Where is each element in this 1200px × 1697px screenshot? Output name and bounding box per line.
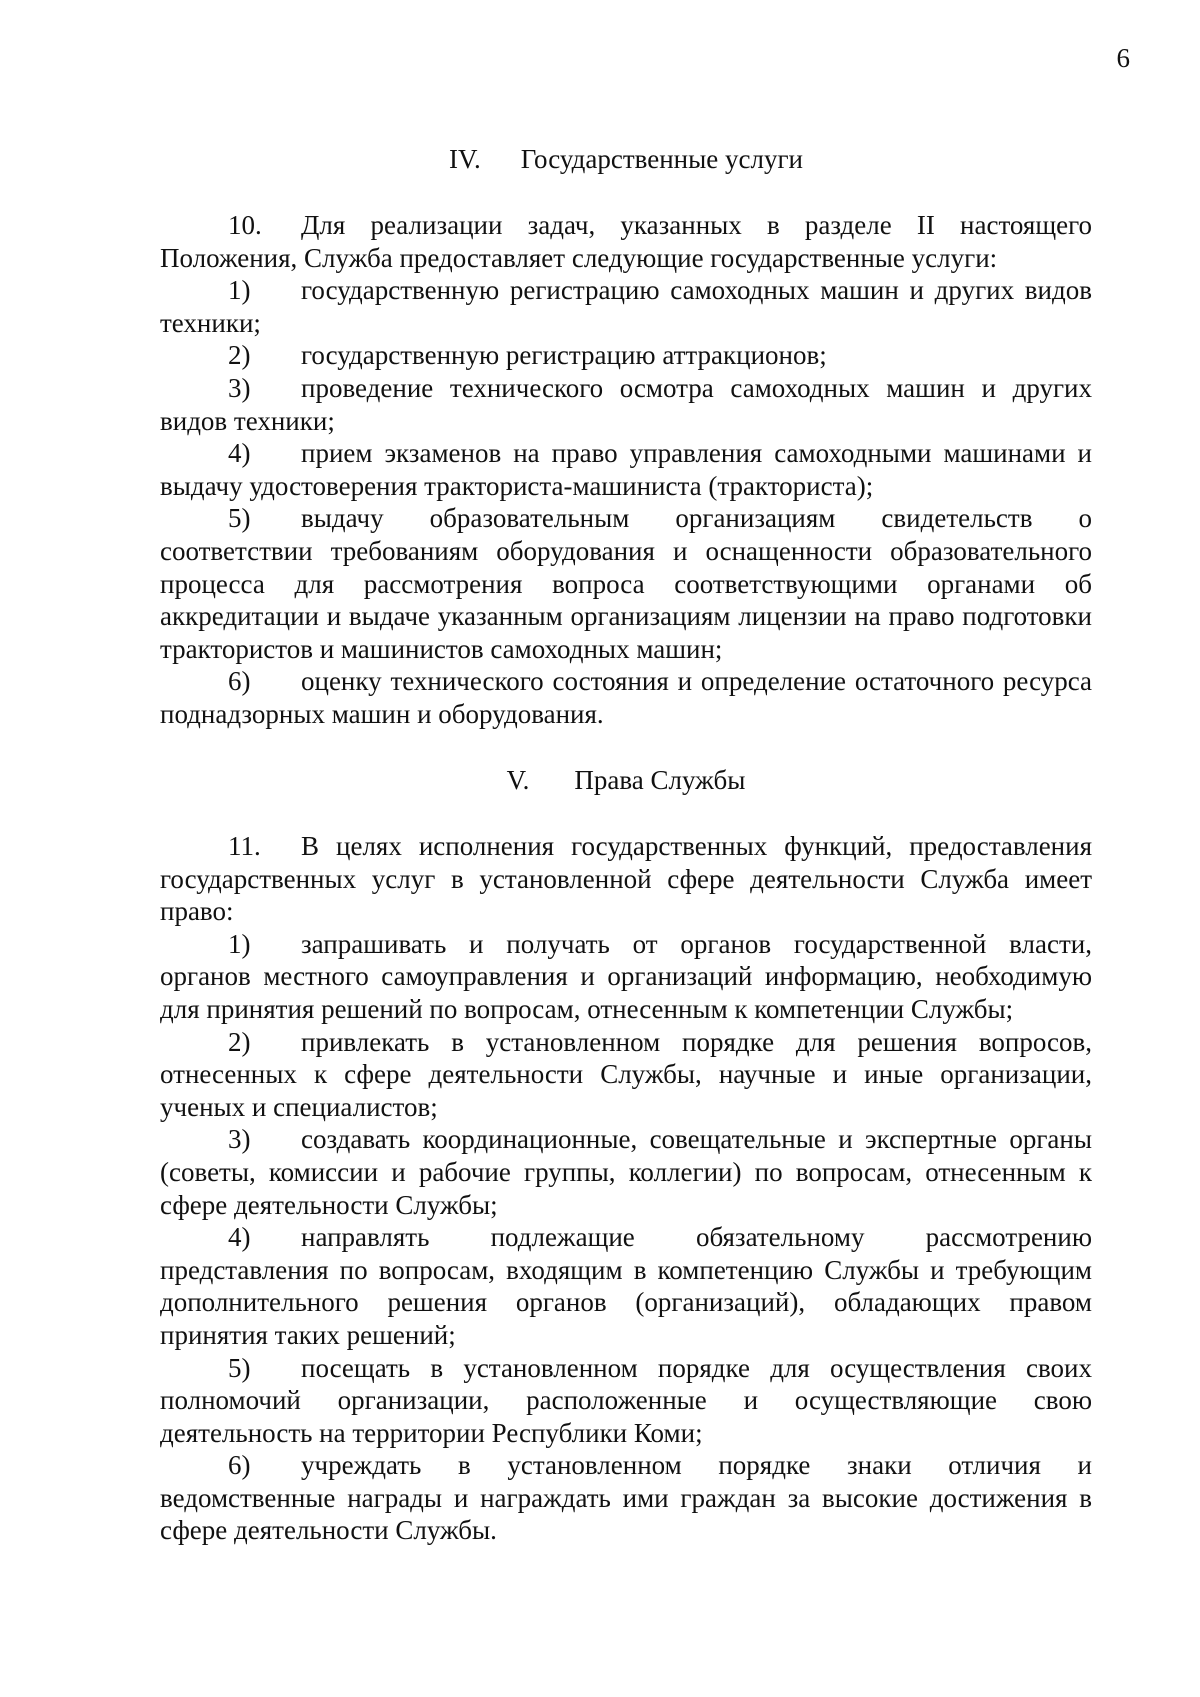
item-number: 10.	[228, 210, 262, 240]
item-text: прием экзаменов на право управления самоходными машинами и выдачу удостоверения тракториста-машиниста (тракториста);	[160, 438, 1092, 501]
section-v	[160, 764, 1092, 1547]
item-text: государственную регистрацию аттракционов;	[301, 340, 827, 371]
list-item	[160, 437, 1092, 502]
item-number: 3)	[228, 1124, 251, 1155]
list-item	[160, 1221, 1092, 1351]
item-number: 2)	[228, 1026, 251, 1057]
item-text: проведение технического осмотра самоходных машин и других видов техники;	[160, 372, 1092, 436]
item-text: выдачу образовательным организациям свидетельств о соответствии требованиям оборудования и оснащенности образовательного процесса для рассмотрения вопроса соответствующими органами об аккредитации и выдаче указанным организациям лицензии на право подготовки трактористов и машинистов самоходных машин;	[160, 503, 1092, 664]
item-text: запрашивать и получать от органов государственной власти, органов местного самоуправления и организаций информацию, необходимую для принятия решений по вопросам, отнесенным к компетенции Службы;	[160, 928, 1092, 1024]
section-heading	[160, 143, 1092, 175]
item-number: 5)	[228, 503, 251, 534]
item-text: государственную регистрацию самоходных машин и других видов техники;	[160, 275, 1092, 338]
item-text: посещать в установленном порядке для осуществления своих полномочий организации, расположенные и осуществляющие свою деятельность на территории Республики Коми;	[160, 1352, 1092, 1448]
list-item	[160, 372, 1092, 437]
item-number: 2)	[228, 340, 251, 371]
section-numeral: V.	[506, 765, 530, 795]
item-text: создавать координационные, совещательные и экспертные органы (советы, комиссии и рабочие группы, коллегии) по вопросам, отнесенным к сфере деятельности Службы;	[160, 1124, 1092, 1220]
item-number: 5)	[228, 1352, 251, 1383]
list-item	[160, 1123, 1092, 1221]
section-heading	[160, 764, 1092, 796]
item-number: 4)	[228, 1222, 251, 1253]
section-title: Государственные услуги	[520, 144, 803, 174]
list-item	[160, 339, 1092, 372]
item-text: направлять подлежащие обязательному рассмотрению представления по вопросам, входящим в компетенцию Службы и требующим дополнительного решения органов (организаций), обладающих правом принятия таких решений;	[160, 1222, 1092, 1350]
item-number: 3)	[228, 372, 251, 403]
page-number: 6	[1116, 43, 1130, 73]
list-item	[160, 1449, 1092, 1547]
item-text: учреждать в установленном порядке знаки отличия и ведомственные награды и награждать ими граждан за высокие достижения в сфере деятельности Службы.	[160, 1450, 1092, 1546]
item-number: 11.	[228, 831, 261, 861]
list-item	[160, 1026, 1092, 1124]
item-number: 1)	[228, 928, 251, 959]
list-item	[160, 928, 1092, 1026]
section-numeral: IV.	[449, 144, 481, 174]
item-number: 6)	[228, 666, 251, 697]
item-text: привлекать в установленном порядке для решения вопросов, отнесенных к сфере деятельности Службы, научные и иные организации, ученых и специалистов;	[160, 1026, 1092, 1122]
item-number: 6)	[228, 1450, 251, 1481]
item-text: оценку технического состояния и определение остаточного ресурса поднадзорных машин и оборудования.	[160, 666, 1092, 729]
paragraph-11	[160, 830, 1092, 928]
paragraph-text: В целях исполнения государственных функций, предоставления государственных услуг в установленной сфере деятельности Служба имеет право:	[160, 831, 1092, 927]
section-iv	[160, 143, 1092, 731]
item-number: 4)	[228, 438, 251, 469]
list-item	[160, 502, 1092, 665]
item-number: 1)	[228, 275, 251, 306]
list-item	[160, 274, 1092, 339]
list-item	[160, 1352, 1092, 1450]
section-title: Права Службы	[574, 765, 746, 795]
paragraph-text: Для реализации задач, указанных в разделе II настоящего Положения, Служба предоставляет следующие государственные услуги:	[160, 210, 1092, 273]
paragraph-10	[160, 209, 1092, 274]
list-item	[160, 665, 1092, 730]
